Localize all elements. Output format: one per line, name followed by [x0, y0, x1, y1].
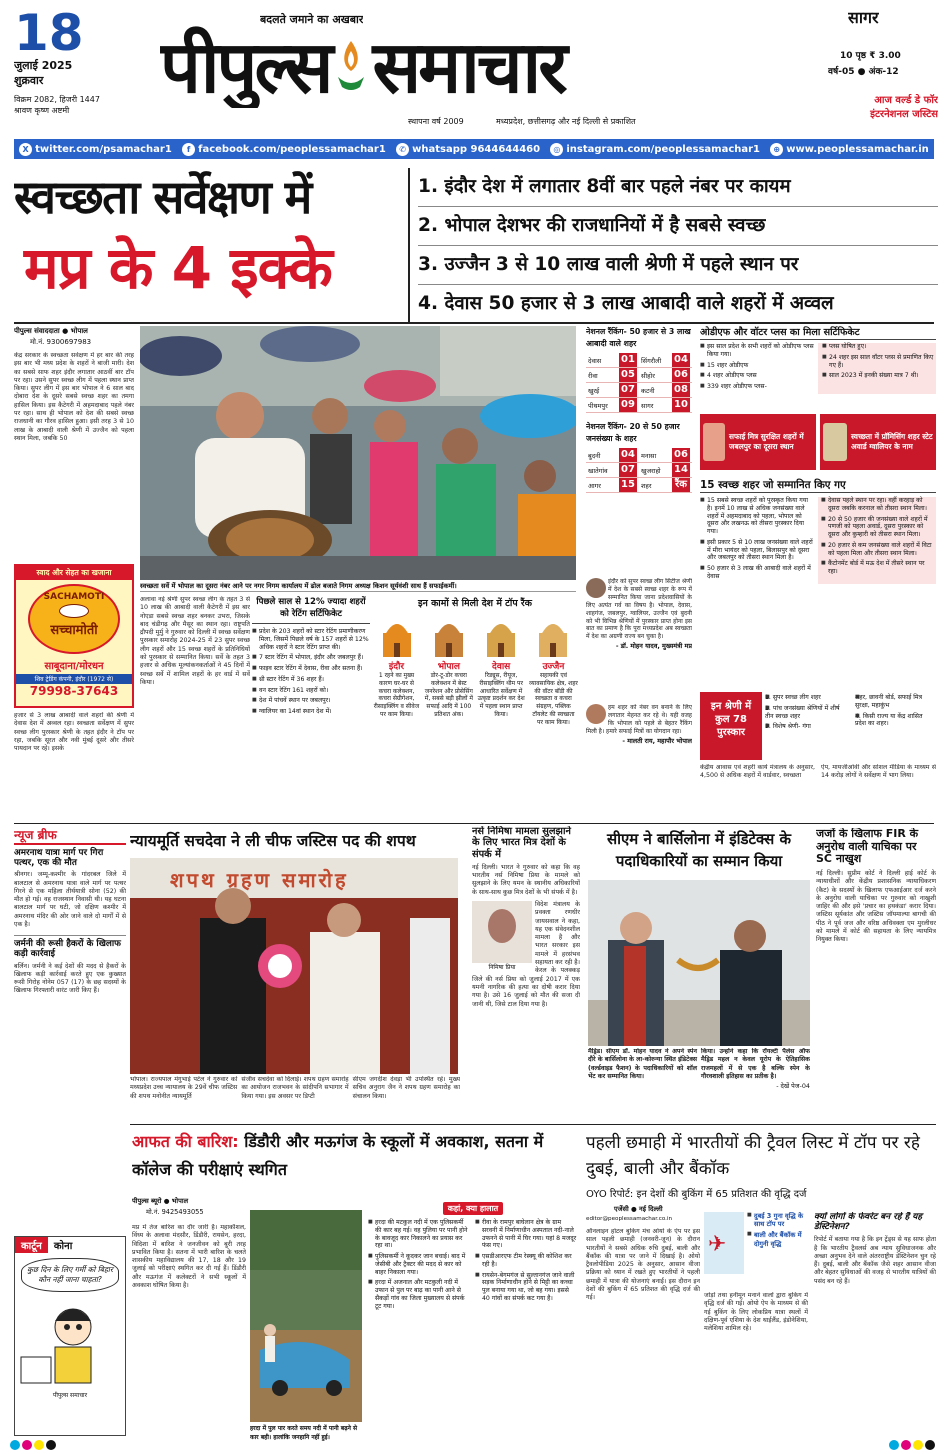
rank-cell [586, 383, 639, 397]
certificate-bullet: ■ वन स्टार रेटिंग 161 शहरों को। [252, 687, 370, 695]
rule [14, 322, 934, 324]
rain-condition: ■ हरदा की मटकुल नदी में एक पुलिसकर्मी की कार बह गई। वह पुलिया पर पानी होने के बावजूद कार निकालने का प्रयास कर रहा था। [368, 1219, 471, 1250]
certificate-bullet: ■ 7 स्टार रेटिंग में भोपाल, इंदौर और जबलपुर हैं। [252, 654, 370, 662]
lead-point: 2. भोपाल देशभर की राजधानियों में है सबसे स्वच्छ [418, 207, 938, 246]
barcelona-caption-2: किया। उन्होंने कहा कि रॉयल्टी पैलेस ऑफ मैड्रिड महल न केवल यूरोप के ऐतिहासिक राजमहलों में से एक है बल्कि स्पेन के गौरवशाली इतिहास का प्रतीक है। [701, 1048, 810, 1080]
travel-body: ऑनलाइन होटल बुकिंग मंच ओयो के ऐप पर इस साल पहली छमाही (जनवरी-जून) के दौरान भारतीयों ने सबसे अधिक रुचि दुबई, बाली और बैंकॉक की यात्रा पर जाने में दिखाई है। ओयो ट्रैवलोपीडिया 2025 के अनुसार, आसान वीजा प्रक्रिया को ध्यान में रखते हुए भारतीयों ने पहली छमाही में यात्रा की योजनाएं बनाईं। इस दौरान इन देशों की बुकिंग में 65 प्रतिशत की वृद्धि दर्ज की गई। [586, 1228, 700, 1302]
social-link[interactable] [19, 143, 172, 156]
rank-number: 04 [672, 353, 690, 367]
odf-box [700, 326, 936, 412]
rank-city: सागर [641, 401, 654, 410]
rank-city: खातेगांव [588, 466, 608, 475]
cm-name: - डॉ. मोहन यादव, मुख्यमंत्री मप्र [615, 642, 692, 651]
rain-condition: ■ हरदा में अजनाल और मटकुली नदी में उफान से पुल पर बाढ़ का पानी आने से सैकड़ों गांव का जिला मुख्यालय से संपर्क टूट गया। [368, 1279, 471, 1310]
rank-table-1 [586, 353, 692, 413]
paksha: श्रावण कृष्ण अष्टमी [14, 106, 70, 115]
judges-headline: जजों के खिलाफ FIR के अनुरोध वाली याचिका पर SC नाखुश [816, 828, 919, 866]
x-icon: X [19, 143, 32, 156]
rank-city: बुदनी [588, 451, 601, 460]
brief-body-2: बर्लिन। जर्मनी ने कई देशों की मदद से हैकरों के खिलाफ कड़ी कार्रवाई करते हुए एक कुख्यात रूसी गिरोह नोनेम 057 (17) के छह सदस्यों के खिलाफ गिरफ्तारी वारंट जारी किए हैं। [14, 962, 126, 995]
rank-cell [639, 368, 692, 382]
rank-number: 14 [672, 463, 690, 477]
lead-point: 3. उज्जैन 3 से 10 लाख वाली श्रेणी में पहले स्थान पर [418, 246, 938, 285]
lead-headline [14, 166, 409, 316]
rank-cell [639, 478, 692, 492]
promise-box-jabalpur [700, 414, 816, 470]
rank-city: खुरई [588, 386, 600, 395]
cj-photo [130, 858, 458, 1074]
sachamoti-ad [14, 564, 134, 708]
rank-city: सीहोर [641, 371, 655, 380]
lead-byline [14, 326, 134, 348]
logo-word-left: पीपुल्स [160, 26, 331, 108]
rank-cell [639, 353, 692, 367]
samvat: विक्रम 2082, हिजरी 1447 [14, 95, 100, 104]
city-name: उज्जैन [542, 662, 565, 672]
certificate-bullet: ■ देश में पांचवें स्थान पर जबलपुर। [252, 697, 370, 705]
ad-oyster-icon [59, 604, 89, 618]
travel-subheadline [586, 1186, 936, 1200]
byline: पीपुल्स संवाददाता ● भोपाल [14, 327, 88, 335]
award-category: ■ शहर, छावनी बोर्ड, सफाई मित्र सुरक्षा, महाकुंभ [855, 694, 933, 710]
rank-row [586, 353, 692, 368]
cj-caption-3: सीएम जगदीश देवड़ा भी उपस्थित रहे। मुख्य सचिव अनुराग जैन ने शपथ ग्रहण समारोह का संचालन किया। [352, 1076, 460, 1100]
newspaper-logo [160, 26, 810, 108]
brief-headline-2: जर्मनी की रूसी हैकरों के खिलाफ कड़ी कार्रवाई [14, 935, 126, 959]
rank-city: पीथमपुर [588, 401, 608, 410]
jabalpur-photo [703, 423, 725, 461]
ad-tag: स्वाद और सेहत का खजाना [16, 566, 132, 580]
lead-point: 1. इंदौर देश में लगातार 8वीं बार पहले नंबर पर कायम [418, 168, 938, 207]
survey-footer [700, 764, 936, 820]
honored-title: 15 स्वच्छ शहर जो सम्मानित किए गए [700, 478, 936, 493]
rank-number: रैंक [672, 478, 690, 492]
honored-note: ■ 50 हजार से 3 लाख की आबादी वाले शहरों में देवास [700, 565, 815, 581]
flooded-car-image [250, 1210, 362, 1422]
cj-captions [130, 1076, 460, 1120]
ad-emblem [28, 584, 120, 654]
certificate-bullet: ■ थ्री स्टार रेटिंग में 36 शहर हैं। [252, 676, 370, 684]
travel-promo-item: ■ दुबई 3 गुना वृद्धि के साथ टॉप पर [747, 1212, 808, 1228]
special-day-line-2: इंटरनेशनल जस्टिस [870, 109, 938, 120]
award-category: ■ 3. विशेष श्रेणी- गंगा [765, 723, 849, 731]
rank-row [586, 478, 692, 493]
rank-row [586, 383, 692, 398]
cj-caption-1: भोपाल। राज्यपाल मंगुभाई पटेल ने गुरुवार को मध्यप्रदेश उच्च न्यायालय के 29वें चीफ जस्टिस की शपथ मनोनीत न्यायमूर्ति [130, 1076, 238, 1100]
brief-body-1: श्रीनगर। जम्मू-कश्मीर के गांदरबल जिले में बालटाल से अमरनाथ यात्रा वाले मार्ग पर पत्थर गिरने से एक महिला तीर्थयात्री सोना (52) की मौत हो गई। वह राजस्थान निवासी थी। यह घटना बालटाल मार्ग पर घटी, जो दक्षिण कश्मीर में अमरनाथ मंदिर की ओर जाने वाले दो मार्गों में से एक है। [14, 871, 126, 928]
rank-cell [586, 478, 639, 492]
oath-banner: शपथ ग्रहण समारोह [170, 868, 349, 892]
date-block [14, 4, 124, 134]
nimisha-headline: नर्स निमिषा मामला सुलझाने के लिए भारत मित्र देशों के संपर्क में [472, 826, 571, 860]
date-day: 18 [14, 4, 84, 62]
nimisha-photo [472, 901, 532, 971]
city-work-1 [424, 611, 473, 727]
rank-cell [639, 398, 692, 412]
odf-note: ■ प्लस घोषित हुए। [822, 343, 936, 351]
rain-condition: ■ रीवा के रामपुर बाघेलान क्षेत्र के ग्राम सरवनी में निर्माणाधीन अस्पताल नदी-नाले उफनने से पानी में घिर गया। यहां 8 मजदूर फंस गए। [475, 1219, 578, 1250]
award-category: ■ 4. किसी राज्य या केंद्र शासित प्रदेश का शहर। [855, 713, 933, 729]
nimisha-face [488, 909, 516, 943]
travel-promo [704, 1212, 808, 1288]
rank-cell [586, 368, 639, 382]
celebration-photo-image [140, 326, 576, 580]
masthead [0, 0, 945, 140]
city-work-2 [477, 611, 526, 727]
rank-number: 07 [619, 463, 637, 477]
rank-number: 06 [672, 448, 690, 462]
rank-city: आगर [588, 481, 601, 490]
nimisha-photo-label: निमिषा प्रिया [472, 963, 532, 971]
cm-quote-block [586, 578, 692, 702]
rank-cell [586, 398, 639, 412]
city-work-0 [372, 611, 421, 727]
pages-price: 10 पृष्ठ ₹ 3.00 [840, 51, 901, 61]
rank-number: 09 [619, 398, 637, 412]
honored-note: ■ इसी प्रकार 5 से 10 लाख जनसंख्या वाले शहरों में मीरा भायंदर को पहला, बिलासपुर को दूसरा और जबलपुर को तीसरा स्थान मिला है। [700, 539, 815, 562]
rank-city: रीवा [588, 371, 598, 380]
rain-conditions [368, 1196, 578, 1438]
lead-body-1: केंद्र सरकार के स्वच्छता सर्वेक्षण में हर बार की तरह इस बार भी मध्य प्रदेश के शहरों ने बाजी मारी। देश का सबसे साफ शहर इंदौर लगातार आठवीं बार टॉप पर रहा। उसने सुपर स्वच्छ लीग में पहला स्थान प्राप्त किया। सुपर लीग में इस बार भोपाल ने 6 साल बाद दोबारा देश के दूसरे सबसे स्वच्छ शहर का तमगा हासिल किया। इस कैटेगरी में अहमदाबाद पहले नंबर पर रहा। साथ ही भोपाल को देश की सबसे स्वच्छ राजधानी का गौरव हासिल हुआ। इसी तरह 3 से 10 लाख के आबादी वाली श्रेणी में उज्जैन को पहला स्थान मिला, जबकि 50 [14, 352, 134, 442]
rain-byline-text: पीपुल्स ब्यूरो ● भोपाल [132, 1197, 189, 1205]
social-link[interactable] [550, 143, 760, 156]
cartoon-drawing-image [15, 1297, 125, 1387]
award-category: ■ 1. सुपर स्वच्छ लीग शहर [765, 694, 849, 702]
cm-quote: इंदौर को सुपर स्वच्छ लीग सिटीज श्रेणी में देश के सबसे स्वच्छ शहर के रूप में सम्मानित किया जाना प्रदेशवासियों के लिए अत्यंत गर्व का विषय है। भोपाल, देवास, शाहगंज, जबलपुर, ग्वालियर, उज्जैन एवं बुदनी को भी विभिन्न श्रेणियों में पुरस्कार प्राप्त होना इस बात का प्रमाण है कि पूरा मध्यप्रदेश अब स्वच्छता में देश का अग्रणी राज्य बन चुका है। [586, 578, 692, 641]
odf-bullet: ■ इस साल प्रदेश के सभी शहरों को ओडीएफ प्लस किया गया। [700, 343, 818, 359]
rain-photo [250, 1210, 362, 1422]
city-work-text: डोर-टू-डोर कचरा कलेक्शन में बेस्ट जनरेशन और प्रोसेसिंग में, सबसे बड़ी झीलों में सफाई आदि में 100 प्रतिशत अंक। [424, 672, 473, 718]
rankings-column [586, 326, 692, 576]
news-brief-title: न्यूज ब्रीफ [14, 826, 126, 845]
promise-box-gwalior [820, 414, 936, 470]
travel-side-body: रिपोर्ट में बताया गया है कि इन ट्रेंड्स से यह साफ होता है कि भारतीय ट्रैवलर्स अब न्याय सुविधाजनक और अच्छा अनुभव देने वाले अंतरराष्ट्रीय डेस्टिनेशन चुन रहे हैं। दुबई, बाली और बैंकॉक जैसे शहर आसान वीजा और बेहतर सुविधाओं की वजह से भारतीय यात्रियों की पसंद बन रहे हैं। [814, 1236, 936, 1285]
nimisha-body: नई दिल्ली। भारत ने गुरुवार को कहा कि वह भारतीय नर्स निमिषा प्रिया के मामले को सुलझाने के लिए यमन के स्थानीय अधिकारियों के साथ-साथ कुछ मित्र देशों के भी संपर्क में है। [472, 863, 580, 896]
city-work-text: 1 रहने का मुख्य कारण घर-घर से कचरा कलेक्शन, कचरा सेग्रीगेशन, रीसाइक्लिंग व सीवेज पर काम किया। [373, 672, 420, 718]
rank-number: 15 [619, 478, 637, 492]
rank-number: 08 [672, 383, 690, 397]
rank-number: 04 [619, 448, 637, 462]
city-name: देवास [492, 662, 511, 672]
honored-note: ■ 20 से 50 हजार की जनसंख्या वाले शहरों में पणजी को पहला अवार्ड, दूसरा पुरस्कार को दूसरा और कुम्हारी को तीसरा स्थान मिला। [821, 516, 936, 539]
judges-story [816, 828, 936, 1124]
founded-year: स्थापना वर्ष 2009 [408, 117, 464, 126]
barcelona-credit: - देखें पेज-04 [776, 1082, 810, 1091]
facebook-icon: f [182, 143, 195, 156]
color-registration-marks [0, 1440, 945, 1454]
travel-plane-image [704, 1212, 744, 1274]
barcelona-headline: सीएम ने बार्सिलोना में इंडिटेक्स के पदाधिकारियों का सम्मान किया [606, 830, 792, 870]
rank-cell [586, 353, 639, 367]
social-label: twitter.com/psamachar1 [35, 143, 172, 155]
lead-headline-line-1: स्वच्छता सर्वेक्षण में [14, 170, 311, 224]
rain-photo-caption: हरदा में पुल पार करते समय नदी में पानी बढ़ने से कार बही। हालांकि जनहानि नहीं हुई। [250, 1425, 358, 1441]
rank-cell [639, 463, 692, 477]
rain-headline-text: डिंडौरी और मऊगंज के स्कूलों में अवकाश, सतना में कॉलेज की परीक्षाएं स्थगित [132, 1132, 544, 1179]
ad-brand-hindi: सच्चामोती [50, 623, 98, 638]
cm-avatar [586, 578, 606, 598]
total-awards [700, 692, 936, 760]
city-name: भोपाल [437, 662, 460, 672]
city-monument-icon [529, 611, 578, 657]
rain-condition: ■ रायसेन-बेगमगंज से सुल्तानगंज जाने वाली सड़क निर्माणाधीन होने से मिट्टी का कच्चा पुल बनाया गया था, जो बह गया। इससे 40 गांवों का संपर्क कट गया है। [475, 1272, 578, 1303]
certificate-bullet: ■ प्रदेश के 203 शहरों को स्टार रेटिंग प्रमाणीकरण मिला, जिसमें पिछले वर्ष के 157 शहरों से 12% अधिक शहरों ने स्टार रेटिंग प्राप्त की। [252, 628, 370, 651]
travel-byline [586, 1204, 700, 1224]
ad-product: साबूदाना/मोरधन [44, 661, 104, 672]
certificate-bullets [252, 628, 370, 716]
year-issue: वर्ष-05 ● अंक-12 [828, 67, 899, 77]
city-work-text: रिड्यूस, रीयूज, रीसाइक्लिंग थीम पर आधारित सर्वेक्षण में उत्कृष्ट प्रदर्शन कर देश में पहला स्थान प्राप्त किया। [477, 672, 525, 718]
rain-condition: ■ पुलिसकर्मी ने कूदकर जान बचाई। बाद में जेसीबी और ट्रैक्टर की मदद से कार को बाहर निकाला गया। [368, 1253, 471, 1276]
cartoon-title: कार्टून [15, 1237, 48, 1253]
city-monument-icon [477, 611, 526, 657]
social-label: facebook.com/peoplessamachar1 [198, 143, 386, 155]
certificate-box-title: पिछले साल से 12% ज्यादा शहरों को रेटिंग सर्टिफिकेट [252, 596, 370, 624]
rain-headline-red: आफत की बारिश: [132, 1132, 239, 1151]
travel-promo-item: ■ बाली और बैंकॉक में दोगुनी वृद्धि [747, 1231, 808, 1247]
plane-icon: ✈ [708, 1232, 727, 1257]
instagram-icon: ◎ [550, 143, 563, 156]
works-title: इन कामों से मिली देश में टॉप रैंक [418, 598, 532, 609]
mayor-name: - मालती राय, महापौर भोपाल [622, 736, 692, 745]
city-work-3 [529, 611, 578, 727]
rank-city: खुजराहो [641, 466, 661, 475]
rain-headline [132, 1128, 578, 1198]
logo-word-right: समाचार [372, 26, 565, 108]
rank-number: 01 [619, 353, 637, 367]
promise-text-1: सफाई मित्र सुरक्षित शहरों में जबलपुर का दूसरा स्थान [729, 432, 804, 451]
ad-phone[interactable]: 79998-37643 [29, 684, 119, 698]
honored-cities [700, 478, 936, 688]
rain-condition: ■ एसडीआरएफ टीम रेस्क्यू की कोशिश कर रही है। [475, 1253, 578, 1269]
award-category: ■ 2. पांच जनसंख्या श्रेणियों में शीर्ष तीन स्वच्छ शहर [765, 705, 849, 721]
certificate-bullet: ■ फाइव स्टार रेटिंग में देवास, रीवा और सतना हैं। [252, 665, 370, 673]
rain-mobile: मो.नं. 9425493055 [146, 1208, 204, 1216]
travel-headline: पहली छमाही में भारतीयों की ट्रैवल लिस्ट में टॉप पर रहे दुबई, बाली और बैंकॉक [586, 1133, 920, 1179]
cartoon-credit: पीपुल्स समाचार [52, 1392, 88, 1399]
social-label: www.peoplessamachar.in [786, 143, 929, 155]
lead-photo-caption: स्वच्छता सर्वे में भोपाल का दूसरा नंबर आने पर नगर निगम कार्यालय में ढोल बजाते निगम अध्यक्ष किशन सूर्यवंशी साथ हैं सफाईकर्मी। [140, 581, 576, 592]
city-monument-icon [424, 611, 473, 657]
survey-footer-left: केंद्रीय आवास एवं शहरी कार्य मंत्रालय के अनुसार, 4,500 से अधिक शहरों में वार्डवार, स्वच्छता [700, 764, 815, 780]
rank-number: 07 [619, 383, 637, 397]
nimisha-story [472, 826, 580, 1122]
lead-point: 4. देवास 50 हजार से 3 लाख आबादी वाले शहरों में अव्वल [418, 293, 834, 314]
rain-body: मप्र में तेज बारिश का दौर जारी है। महाकौशल, विंध्य के अलावा मंदसौर, डिंडौरी, रायसेन, हरदा, विदिशा में बारिश ने जनजीवन को बुरी तरह प्रभावित किया है। सतना में भारी बारिश के चलते शासकीय महाविद्यालय की 17, 18 और 19 जुलाई को परीक्षाएं स्थगित कर दी गई हैं। डिंडौरी और मऊगंज में कलेक्टरों ने सभी स्कूलों में अवकाश घोषित किया है। [132, 1224, 246, 1290]
mayor-quote-block [586, 704, 692, 820]
brief-headline-1: अमरनाथ यात्रा मार्ग पर गिरा पत्थर, एक की मौत [14, 848, 104, 869]
rule [14, 823, 934, 824]
rank-table-2 [586, 448, 692, 493]
promise-boxes [700, 414, 936, 470]
rank-cell [639, 383, 692, 397]
news-brief [14, 826, 126, 1232]
rank-cell [586, 463, 639, 477]
odf-title: ओडीएफ और वॉटर प्लस का मिला सर्टिफिकेट [700, 326, 936, 340]
honored-note: ■ 15 सबसे स्वच्छ शहरों को पुरस्कृत किया गया है। इनमें 10 लाख से अधिक जनसंख्या वाले शहरों में अहमदाबाद को पहला, भोपाल को दूसरा और लखनऊ को तीसरा पुरस्कार दिया गया। [700, 497, 815, 536]
rank-cell [586, 448, 639, 462]
lead-body-3: अलावा नई श्रेणी सुपर स्वच्छ लीग के तहत 3 से 10 लाख की आबादी वाली कैटेगरी में इस बार नोएडा सबसे स्वच्छ शहर बनकर उभरा, जिसके बाद चंडीगढ़ और मैसूर का स्थान रहा। राष्ट्रपति द्रौपदी मुर्मु ने गुरुवार को दिल्ली में स्वच्छ सर्वेक्षण पुरस्कार समारोह 2024-25 में 23 सुपर स्वच्छ लीग शहरों और 15 स्वच्छ शहरों के प्रतिनिधियों को पुरस्कार से सम्मानित किया। सर्वे के तहत 3 हजार से अधिक मूल्यांकनकर्ताओं ने 45 दिनों में स्वच्छ सर्वे में शामिल शहरों के हर वार्ड में सर्वे किया। [140, 596, 250, 686]
honored-note: ■ देवास पहले स्थान पर रहा। वहीं करहाड़ को दूसरा जबकि करनाल को तीसरा स्थान मिला। [821, 497, 936, 513]
rank-number: 05 [619, 368, 637, 382]
city-monument-icon [372, 611, 421, 657]
issue-label: अंक-12 [868, 67, 899, 77]
globe-icon: ⊕ [770, 143, 783, 156]
social-label: whatsapp 9644644460 [412, 143, 541, 155]
social-bar [14, 139, 934, 159]
rank-city: कटनी [641, 386, 655, 395]
survey-footer-right: ऐप, मायजीओवी और सोशल मीडिया के माध्यम से 14 करोड़ लोगों ने सर्वेक्षण में भाग लिया। [821, 764, 936, 780]
rank-row [586, 398, 692, 413]
lead-photo [140, 326, 576, 580]
rank-number: 06 [672, 368, 690, 382]
nimisha-body-2: विदेश मंत्रालय के प्रवक्ता रणधीर जायसवाल ने कहा, यह एक संवेदनशील मामला है और भारत सरकार इस मामले में हरसंभव सहायता कर रही है। केरल के पलक्कड़ जिले की नर्स प्रिया को जुलाई 2017 में एक यमनी नागरिक की हत्या का दोषी करार दिया गया है। उसे 16 जुलाई को मौत की सजा दी जानी थी, जिसे टाल दिया गया है। [472, 900, 580, 1008]
travel-body-2: जोड़ों तथा हनीमून मनाने वालों द्वारा बुकिंग में वृद्धि दर्ज की गई। ओयो ऐप के माध्यम से की गई बुकिंग के लिए लोकप्रिय यात्रा स्थलों में दक्षिण-पूर्व एशिया के देश थाईलैंड, इंडोनेशिया, मलेशिया शामिल रहे। [704, 1292, 808, 1333]
cartoon-label: कोना [53, 1241, 73, 1252]
rank-city: देवास [588, 356, 602, 365]
tagline: बदलते जमाने का अखबार [260, 13, 364, 26]
whatsapp-icon: ✆ [396, 143, 409, 156]
cm-honour-image [588, 880, 810, 1046]
travel-byline-text: एजेंसी ● नई दिल्ली [614, 1205, 663, 1213]
mayor-avatar [586, 704, 606, 724]
rank-row [586, 448, 692, 463]
lead-headline-line-2: मप्र के 4 इक्के [24, 234, 332, 302]
special-day [808, 94, 938, 122]
travel-side-title: क्यों लोगों के फेवरेट बन रहे हैं यह डेस्टिनेशन? [814, 1212, 923, 1233]
cartoon-corner [14, 1236, 126, 1436]
honored-note: ■ 20 हजार से कम जनसंख्या वाले शहरों में विटा को पहला मिला और तीसरा स्थान मिला। [821, 542, 936, 558]
mayor-quote: हम शहर को नंबर वन बनाने के लिए लगातार मेहनत कर रहे थे। यही वजह कि भोपाल को पहले से बेहतर रैंकिंग मिली है। हमारे सफाई मित्रों का योगदान रहा। [586, 704, 692, 735]
promise-text-2: स्वच्छता में प्रॉमिसिंग शहर स्टेट अवार्ड ग्वालियर के नाम [851, 432, 933, 451]
published-from: मध्यप्रदेश, छत्तीसगढ़ और नई दिल्ली से प्रकाशित [496, 117, 636, 126]
rank-row [586, 368, 692, 383]
rank-title-1: नेशनल रैंकिंग- 50 हजार से 3 लाख आबादी वाले शहर [586, 327, 691, 348]
ad-brand: SACHAMOTI [43, 592, 105, 602]
judges-body: नई दिल्ली। सुप्रीम कोर्ट ने दिल्ली हाई कोर्ट के न्यायाधीशों और केंद्रीय प्रशासनिक न्यायाधिकरण (कैट) के सदस्यों के खिलाफ एफआईआर दर्ज करने के अनुरोध वाली याचिका पर गुरुवार को नाखुशी जाहिर की और इसे 'प्रचार का हथकंडा' करार दिया। जस्टिस सूर्यकांत और जस्टिस जॉयमाल्या बागची की पीठ ने पूर्व जज और वरिष्ठ अधिवक्ता एम मुरलीधर को मामले में कोर्ट की सहायता के लिए न्यायमित्र नियुक्त किया। [816, 869, 936, 944]
social-link[interactable] [182, 143, 386, 156]
odf-bullet: ■ 339 शहर ओडीएफ प्लस- [700, 383, 818, 391]
cartoon-bubble: कुछ दिन के लिए गर्मी को बिहार कौन नहीं जाना चाहता? [21, 1258, 119, 1292]
social-link[interactable] [396, 143, 540, 156]
rank-row [586, 463, 692, 478]
certificate-bullet: ■ ग्वालियर का 14वां स्थान देश में। [252, 708, 370, 716]
rank-city: सिंगरौली [641, 356, 662, 365]
certificate-box [252, 596, 370, 820]
travel-sub: OYO रिपोर्ट: इन देशों की बुकिंग में 65 प्रतिशत की वृद्धि दर्ज [586, 1189, 807, 1200]
odf-note: ■ साल 2023 में इनकी संख्या मात्र 7 थी। [822, 372, 936, 380]
edition-city: सागर [848, 8, 879, 27]
weekday: शुक्रवार [14, 74, 44, 87]
rank-city: शहर [641, 481, 652, 490]
odf-note: ■ 24 शहर इस साल वॉटर प्लस से प्रमाणित किए गए हैं। [822, 354, 936, 370]
lead-body-2: हजार से 3 लाख आबादी वाले शहरों की श्रेणी में देवास देश में अव्वल रहा। स्वच्छता सर्वेक्षण में सुपर स्वच्छ लीग पुरस्कार श्रेणी के तहत इंदौर ने टॉप पर रहा, जबकि सूरत और नवी मुंबई दूसरे और तीसरे पायदान पर रहे। इसके [14, 712, 134, 753]
rank-cell [639, 448, 692, 462]
social-label: instagram.com/peoplessamachar1 [566, 143, 760, 155]
barcelona-photo [588, 880, 810, 1046]
travel-email[interactable]: editor@peoplessamachar.co.in [586, 1216, 673, 1222]
odf-bullet: ■ 15 शहर ओडीएफ [700, 362, 818, 370]
rule [130, 1124, 936, 1125]
rank-title-2: नेशनल रैंकिंग- 20 से 50 हजार जनसंख्या के शहर [586, 422, 680, 443]
top-rank-works [372, 596, 578, 820]
lamp-logo-icon [332, 37, 370, 97]
gwalior-photo [823, 423, 847, 461]
rank-number: 10 [672, 398, 690, 412]
travel-side [814, 1212, 936, 1438]
lead-points [408, 168, 938, 324]
special-day-line-1: आज वर्ल्ड डे फॉर [874, 95, 938, 106]
year-label: वर्ष-05 [828, 67, 855, 77]
barcelona-captions [588, 1048, 810, 1124]
cj-caption-2: संजीव सचदेवा को दिलाई। शपथ ग्रहण समारोह का आयोजन राजभवन के सांदीपनि सभागार में किया गया। इस अवसर पर डिप्टी [241, 1076, 349, 1100]
date-month: जुलाई 2025 [14, 59, 73, 72]
social-link[interactable] [770, 143, 929, 156]
rank-city: मनासा [641, 451, 657, 460]
rain-conditions-tag: कहां, क्या हालात [443, 1202, 503, 1215]
city-work-text: सहायकी एवं व्यावसायिक क्षेत्र, शहर की वॉटर बॉडी की स्वच्छता व कचरा संग्रहण, पब्लिक टॉयलेट की स्वच्छता पर काम किया। [529, 672, 578, 726]
barcelona-caption-1: मैड्रिड। सीएम डॉ. मोहन यादव ने अपने स्पेन दौरे के बार्सिलोना के ला-कोरुन्या स्थित इंडिटेक्स (वर्ल्डवाइड फैशन) के पदाधिकारियों को शॉल भेंट कर सम्मानित किया। [588, 1048, 697, 1080]
cj-headline: न्यायमूर्ति सचदेवा ने ली चीफ जस्टिस पद की शपथ [130, 832, 416, 850]
total-awards-badge: इन श्रेणी में कुल 78 पुरस्कार [700, 692, 762, 760]
byline-mobile: मो.नं. 9300697983 [30, 338, 92, 346]
honored-note: ■ कैंटोनमेंट बोर्ड में मऊ देश में तीसरे स्थान पर रहा। [821, 560, 936, 576]
odf-bullet: ■ 4 शहर ओडीएफ प्लस [700, 372, 818, 380]
city-name: इंदौर [388, 662, 405, 672]
ad-company: शिव ट्रेडिंग कंपनी, इंदौर (1972 से) [16, 674, 132, 684]
rain-byline [132, 1196, 246, 1218]
